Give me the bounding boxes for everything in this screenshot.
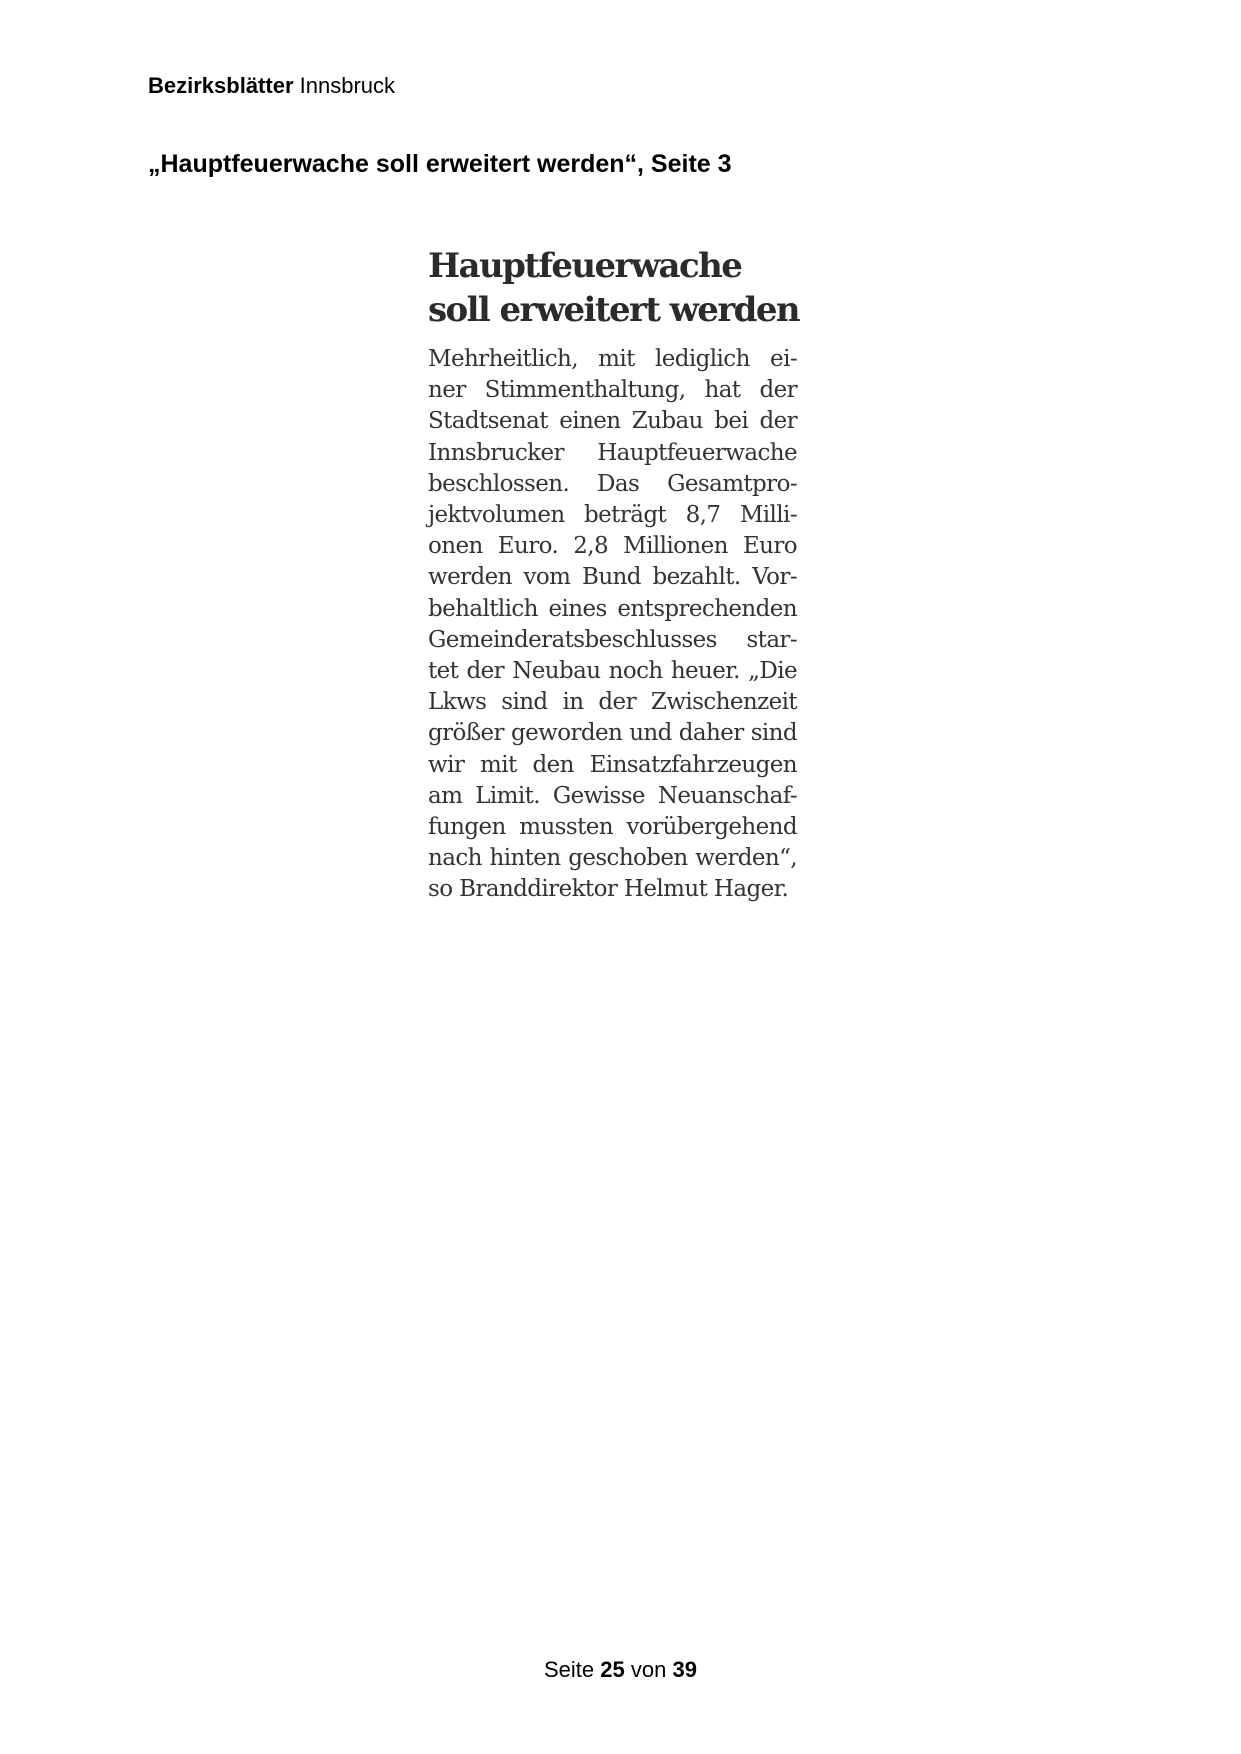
headline-line: soll erweitert werden <box>428 290 799 330</box>
body-line: größer geworden und daher sind <box>428 720 797 747</box>
body-line: Stadtsenat einen Zubau bei der <box>428 408 797 435</box>
body-line: jektvolumen beträgt 8,7 Milli- <box>428 502 797 529</box>
publication-header <box>148 72 395 100</box>
clipping-headline <box>428 244 797 332</box>
clipping-body <box>428 344 797 906</box>
body-line: tet der Neubau noch heuer. „Die <box>428 658 797 685</box>
body-line: Lkws sind in der Zwischenzeit <box>428 689 797 716</box>
current-page-number: 25 <box>600 1657 625 1682</box>
newspaper-clipping <box>428 244 797 906</box>
page-separator: von <box>630 1657 667 1682</box>
body-line: Gemeinderatsbeschlusses star- <box>428 626 797 653</box>
body-line: ner Stimmenthaltung, hat der <box>428 377 797 404</box>
article-reference: „Hauptfeuerwache soll erweitert werden“, Seite 3 <box>148 150 732 178</box>
body-line: behaltlich eines entsprechenden <box>428 595 797 622</box>
publication-region: Innsbruck <box>299 73 396 98</box>
body-line: Mehrheitlich, mit lediglich ei- <box>428 346 797 372</box>
publication-name: Bezirksblätter <box>148 73 294 98</box>
body-line: nach hinten geschoben werden“, <box>428 845 797 872</box>
body-line: fungen mussten vorübergehend <box>428 814 797 841</box>
body-line: so Branddirektor Helmut Hager. <box>428 876 789 903</box>
body-line: beschlossen. Das Gesamtpro- <box>428 470 797 497</box>
body-line: werden vom Bund bezahlt. Vor- <box>428 564 797 591</box>
body-line: onen Euro. 2,8 Millionen Euro <box>428 533 797 560</box>
page-label: Seite <box>544 1657 595 1682</box>
total-page-count: 39 <box>672 1657 697 1682</box>
page-number-footer <box>0 1656 1241 1684</box>
body-line: wir mit den Einsatzfahrzeugen <box>428 751 797 778</box>
body-line: am Limit. Gewisse Neuanschaf- <box>428 782 797 809</box>
headline-line: Hauptfeuerwache <box>428 246 742 286</box>
body-line: Innsbrucker Hauptfeuerwache <box>428 439 797 466</box>
